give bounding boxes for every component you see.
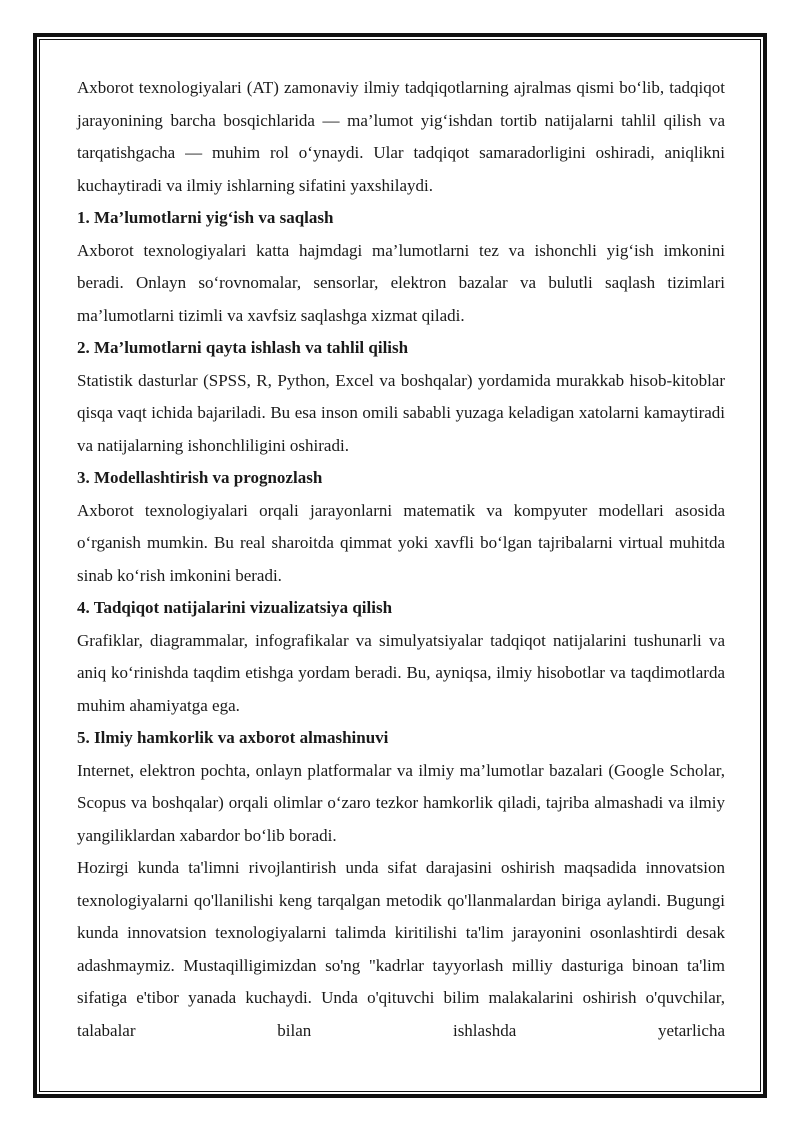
section-text-data-analysis: Statistik dasturlar (SPSS, R, Python, Excel va boshqalar) yordamida murakkab hisob-kitoblar qisqa vaqt ichida bajariladi. Bu esa inson omili sababli yuzaga keladigan xatolarni kamaytiradi va natijalarning ishonchliligini oshiradi.	[77, 370, 725, 455]
closing-paragraph: Hozirgi kunda ta'limni rivojlantirish unda sifat darajasini oshirish maqsadida innovatsion texnologiyalarni qo'llanilishi keng tarqalgan metodik qo'llanmalardan biriga aylandi. Bugungi kunda innovatsion texnologiyalarni talimda kiritilishi ta'lim jarayonini osonlashtirdi desak adashmaymiz. Mustaqilligimizdan so'ng "kadrlar tayyorlash milliy dasturiga binoan ta'lim sifatiga e'tibor yanada kuchaydi. Unda o'qituvchi bilim malakalarini oshirish o'quvchilar, talabalar bilan ishlashda yetarlicha	[77, 858, 725, 1040]
section-text-data-collection: Axborot texnologiyalari katta hajmdagi ma’lumotlarni tez va ishonchli yig‘ish imkonini beradi. Onlayn so‘rovnomalar, sensorlar, elektron bazalar va bulutli saqlash tizimlari ma’lumotlarni tizimli va xavfsiz saqlashga xizmat qiladi.	[77, 240, 725, 325]
section-text-collaboration: Internet, elektron pochta, onlayn platformalar va ilmiy ma’lumotlar bazalari (Google Scholar, Scopus va boshqalar) orqali olimlar o‘zaro tezkor hamkorlik qiladi, tajriba almashadi va ilmiy yangiliklardan xabardor bo‘lib boradi.	[77, 760, 725, 845]
section-heading-collaboration: 5. Ilmiy hamkorlik va axborot almashinuvi	[77, 728, 389, 747]
section-heading-visualization: 4. Tadqiqot natijalarini vizualizatsiya qilish	[77, 598, 393, 617]
section-heading-modeling: 3. Modellashtirish va prognozlash	[77, 468, 323, 487]
section-text-modeling: Axborot texnologiyalari orqali jarayonlarni matematik va kompyuter modellari asosida o‘rganish mumkin. Bu real sharoitda qimmat yoki xavfli bo‘lgan tajribalarni virtual muhitda sinab ko‘rish imkonini beradi.	[77, 500, 725, 585]
intro-paragraph: Axborot texnologiyalari (AT) zamonaviy ilmiy tadqiqotlarning ajralmas qismi bo‘lib, tadqiqot jarayonining barcha bosqichlarida — ma’lumot yig‘ishdan tortib natijalarni tahlil qilish va tarqatishgacha — muhim rol o‘ynaydi. Ular tadqiqot samaradorligini oshiradi, aniqlikni kuchaytiradi va ilmiy ishlarning sifatini yaxshilaydi.	[77, 78, 725, 195]
section-text-visualization: Grafiklar, diagrammalar, infografikalar va simulyatsiyalar tadqiqot natijalarini tushunarli va aniq ko‘rinishda taqdim etishga yordam beradi. Bu, ayniqsa, ilmiy hisobotlar va taqdimotlarda muhim ahamiyatga ega.	[77, 630, 725, 715]
section-heading-data-collection: 1. Ma’lumotlarni yig‘ish va saqlash	[77, 208, 334, 227]
document-body	[77, 72, 725, 1047]
section-heading-data-analysis: 2. Ma’lumotlarni qayta ishlash va tahlil qilish	[77, 338, 409, 357]
